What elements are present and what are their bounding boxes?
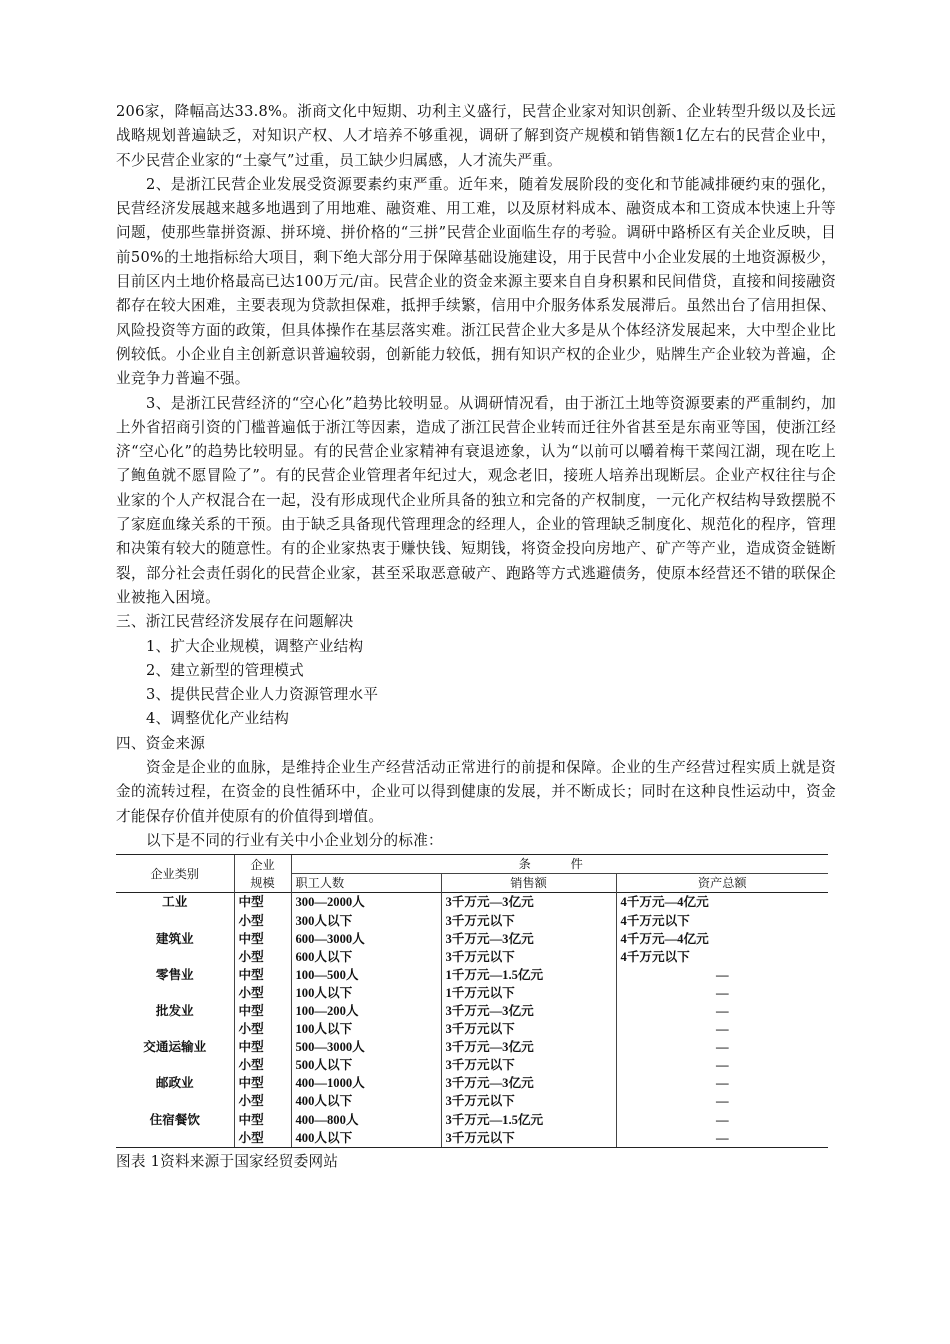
row-category [116, 1056, 234, 1074]
table-row [116, 1020, 828, 1038]
section-heading-3: 三、浙江民营经济发展存在问题解决 [116, 613, 354, 631]
row-assets: 4千万元—4亿元 [616, 930, 828, 948]
row-assets: — [616, 1056, 828, 1074]
header-scale-1: 企业 [234, 855, 291, 874]
row-employees: 600人以下 [291, 948, 441, 966]
row-employees: 100人以下 [291, 984, 441, 1002]
row-sales: 1千万元—1.5亿元 [441, 966, 616, 984]
row-sales: 3千万元—3亿元 [441, 1002, 616, 1020]
row-scale: 中型 [234, 966, 291, 984]
header-category: 企业类别 [116, 855, 234, 893]
row-employees: 300—2000人 [291, 893, 441, 912]
row-scale: 中型 [234, 1038, 291, 1056]
row-category: 工业 [116, 893, 234, 912]
row-sales: 1千万元以下 [441, 984, 616, 1002]
table-row [116, 1129, 828, 1148]
row-sales: 3千万元以下 [441, 1129, 616, 1148]
row-employees: 400—800人 [291, 1111, 441, 1129]
row-scale: 小型 [234, 1092, 291, 1110]
paragraph-2: 2、是浙江民营企业发展受资源要素约束严重。近年来，随着发展阶段的变化和节能减排硬约束的强化，民营经济发展越来越多地遇到了用地难、融资难、用工难，以及原材料成本、融资成本和工资成本快速上升等问题，使那些靠拼资源、拼环境、拼价格的“三拼”民营企业面临生存的考验。调研中路桥区有关企业反映，目前50%的土地指标给大项目，剩下绝大部分用于保障基础设施建设，用于民营中小企业发展的土地资源极少，目前区内土地价格最高已达100万元/亩。民营企业的资金来源主要来自自身积累和民间借贷，直接和间接融资都存在较大困难，主要表现为贷款担保难，抵押手续繁，信用中介服务体系发展滞后。虽然出台了信用担保、风险投资等方面的政策，但具体操作在基层落实难。浙江民营企业大多是从个体经济发展起来，大中型企业比例较低。小企业自主创新意识普遍较弱，创新能力较低，拥有知识产权的企业少，贴牌生产企业较为普遍，企业竞争力普遍不强。 [116, 175, 836, 388]
table-row [116, 984, 828, 1002]
solution-item-1: 1、扩大企业规模，调整产业结构 [146, 637, 364, 655]
row-sales: 3千万元—3亿元 [441, 1038, 616, 1056]
row-assets: 4千万元以下 [616, 911, 828, 929]
row-sales: 3千万元—1.5亿元 [441, 1111, 616, 1129]
paragraph-4: 资金是企业的血脉，是维持企业生产经营活动正常进行的前提和保障。企业的生产经营过程实质上就是资金的流转过程，在资金的良性循环中，企业可以得到健康的发展，并不断成长；同时在这种良性运动中，资金才能保存价值并使原有的价值得到增值。 [116, 759, 836, 825]
row-employees: 300人以下 [291, 911, 441, 929]
row-assets: — [616, 1074, 828, 1092]
row-sales: 3千万元以下 [441, 948, 616, 966]
table-row [116, 893, 828, 912]
row-scale: 小型 [234, 911, 291, 929]
row-employees: 400人以下 [291, 1129, 441, 1148]
row-category [116, 911, 234, 929]
table-row [116, 966, 828, 984]
row-scale: 中型 [234, 1074, 291, 1092]
row-category [116, 1092, 234, 1110]
table-row [116, 948, 828, 966]
row-category: 住宿餐饮 [149, 1112, 200, 1127]
row-employees: 400—1000人 [291, 1074, 441, 1092]
row-assets: — [616, 1129, 828, 1148]
table-row [116, 1092, 828, 1110]
row-sales: 3千万元—3亿元 [441, 1074, 616, 1092]
row-assets: — [616, 1092, 828, 1110]
row-scale: 中型 [234, 893, 291, 912]
row-category [116, 1020, 234, 1038]
row-category: 零售业 [155, 967, 194, 982]
row-assets: 4千万元以下 [616, 948, 828, 966]
row-sales: 3千万元以下 [441, 911, 616, 929]
row-scale: 中型 [234, 1002, 291, 1020]
row-category: 邮政业 [155, 1076, 194, 1091]
row-employees: 100人以下 [291, 1020, 441, 1038]
row-scale: 中型 [234, 930, 291, 948]
row-scale: 中型 [234, 1111, 291, 1129]
row-assets: — [616, 1020, 828, 1038]
row-assets: — [616, 1111, 828, 1129]
solution-item-4: 4、调整优化产业结构 [146, 710, 290, 728]
table-row [116, 1111, 828, 1129]
row-employees: 600—3000人 [291, 930, 441, 948]
header-sales: 销售额 [441, 874, 616, 893]
row-employees: 500—3000人 [291, 1038, 441, 1056]
row-category: 交通运输业 [143, 1040, 207, 1055]
header-conditions: 条 件 [291, 855, 828, 874]
table-row [116, 930, 828, 948]
row-scale: 小型 [234, 948, 291, 966]
table-header-row-1 [116, 855, 828, 874]
table-caption: 图表 1资料来源于国家经贸委网站 [116, 1152, 339, 1170]
row-sales: 3千万元以下 [441, 1092, 616, 1110]
row-category: 建筑业 [155, 931, 194, 946]
row-sales: 3千万元以下 [441, 1056, 616, 1074]
header-scale-2: 规模 [234, 874, 291, 893]
row-category [116, 984, 234, 1002]
section-heading-4: 四、资金来源 [116, 734, 206, 752]
row-scale: 小型 [234, 1020, 291, 1038]
table-row [116, 1038, 828, 1056]
row-scale: 小型 [234, 1056, 291, 1074]
row-sales: 3千万元以下 [441, 1020, 616, 1038]
table-row [116, 1074, 828, 1092]
document-page [116, 100, 836, 1174]
row-sales: 3千万元—3亿元 [441, 893, 616, 912]
sme-standards-table [116, 854, 828, 1148]
row-assets: 4千万元—4亿元 [616, 893, 828, 912]
row-category [116, 1129, 234, 1148]
row-employees: 100—200人 [291, 1002, 441, 1020]
row-scale: 小型 [234, 984, 291, 1002]
row-assets: — [616, 966, 828, 984]
row-category: 批发业 [155, 1004, 194, 1018]
paragraph-3: 3、是浙江民营经济的“空心化”趋势比较明显。从调研情况看，由于浙江土地等资源要素的严重制约，加上外省招商引资的门槛普遍低于浙江等因素，造成了浙江民营企业转而迁往外省甚至是东南亚等国，使浙江经济“空心化”的趋势比较明显。有的民营企业家精神有衰退迹象，认为“以前可以嚼着梅干菜闯江湖，现在吃上了鲍鱼就不愿冒险了”。有的民营企业管理者年纪过大，观念老旧，接班人培养出现断层。企业产权往往与企业家的个人产权混合在一起，没有形成现代企业所具备的独立和完备的产权制度，一元化产权结构导致摆脱不了家庭血缘关系的干预。由于缺乏具备现代管理理念的经理人，企业的管理缺乏制度化、规范化的程序，管理和决策有较大的随意性。有的企业家热衷于赚快钱、短期钱，将资金投向房地产、矿产等产业，造成资金链断裂，部分社会责任弱化的民营企业家，甚至采取恶意破产、跑路等方式逃避债务，使原本经营还不错的联保企业被拖入困境。 [116, 394, 836, 606]
table-row [116, 1056, 828, 1074]
row-employees: 100—500人 [291, 966, 441, 984]
header-employees: 职工人数 [291, 874, 441, 893]
row-category [116, 948, 234, 966]
row-employees: 500人以下 [291, 1056, 441, 1074]
table-intro: 以下是不同的行业有关中小企业划分的标准： [146, 831, 443, 849]
solution-item-3: 3、提供民营企业人力资源管理水平 [146, 686, 379, 704]
row-assets: — [616, 1002, 828, 1020]
row-employees: 400人以下 [291, 1092, 441, 1110]
row-sales: 3千万元—3亿元 [441, 930, 616, 948]
paragraph-1: 206家，降幅高达33.8%。浙商文化中短期、功利主义盛行，民营企业家对知识创新、企业转型升级以及长远战略规划普遍缺乏，对知识产权、人才培养不够重视，调研了解到资产规模和销售额1亿左右的民营企业中，不少民营企业家的“土豪气”过重，员工缺少归属感，人才流失严重。 [116, 103, 836, 169]
table-row [116, 911, 828, 929]
row-assets: — [616, 1038, 828, 1056]
header-assets: 资产总额 [616, 874, 828, 893]
row-assets: — [616, 984, 828, 1002]
row-scale: 小型 [234, 1129, 291, 1148]
table-row [116, 1002, 828, 1020]
solution-item-2: 2、建立新型的管理模式 [146, 661, 304, 679]
